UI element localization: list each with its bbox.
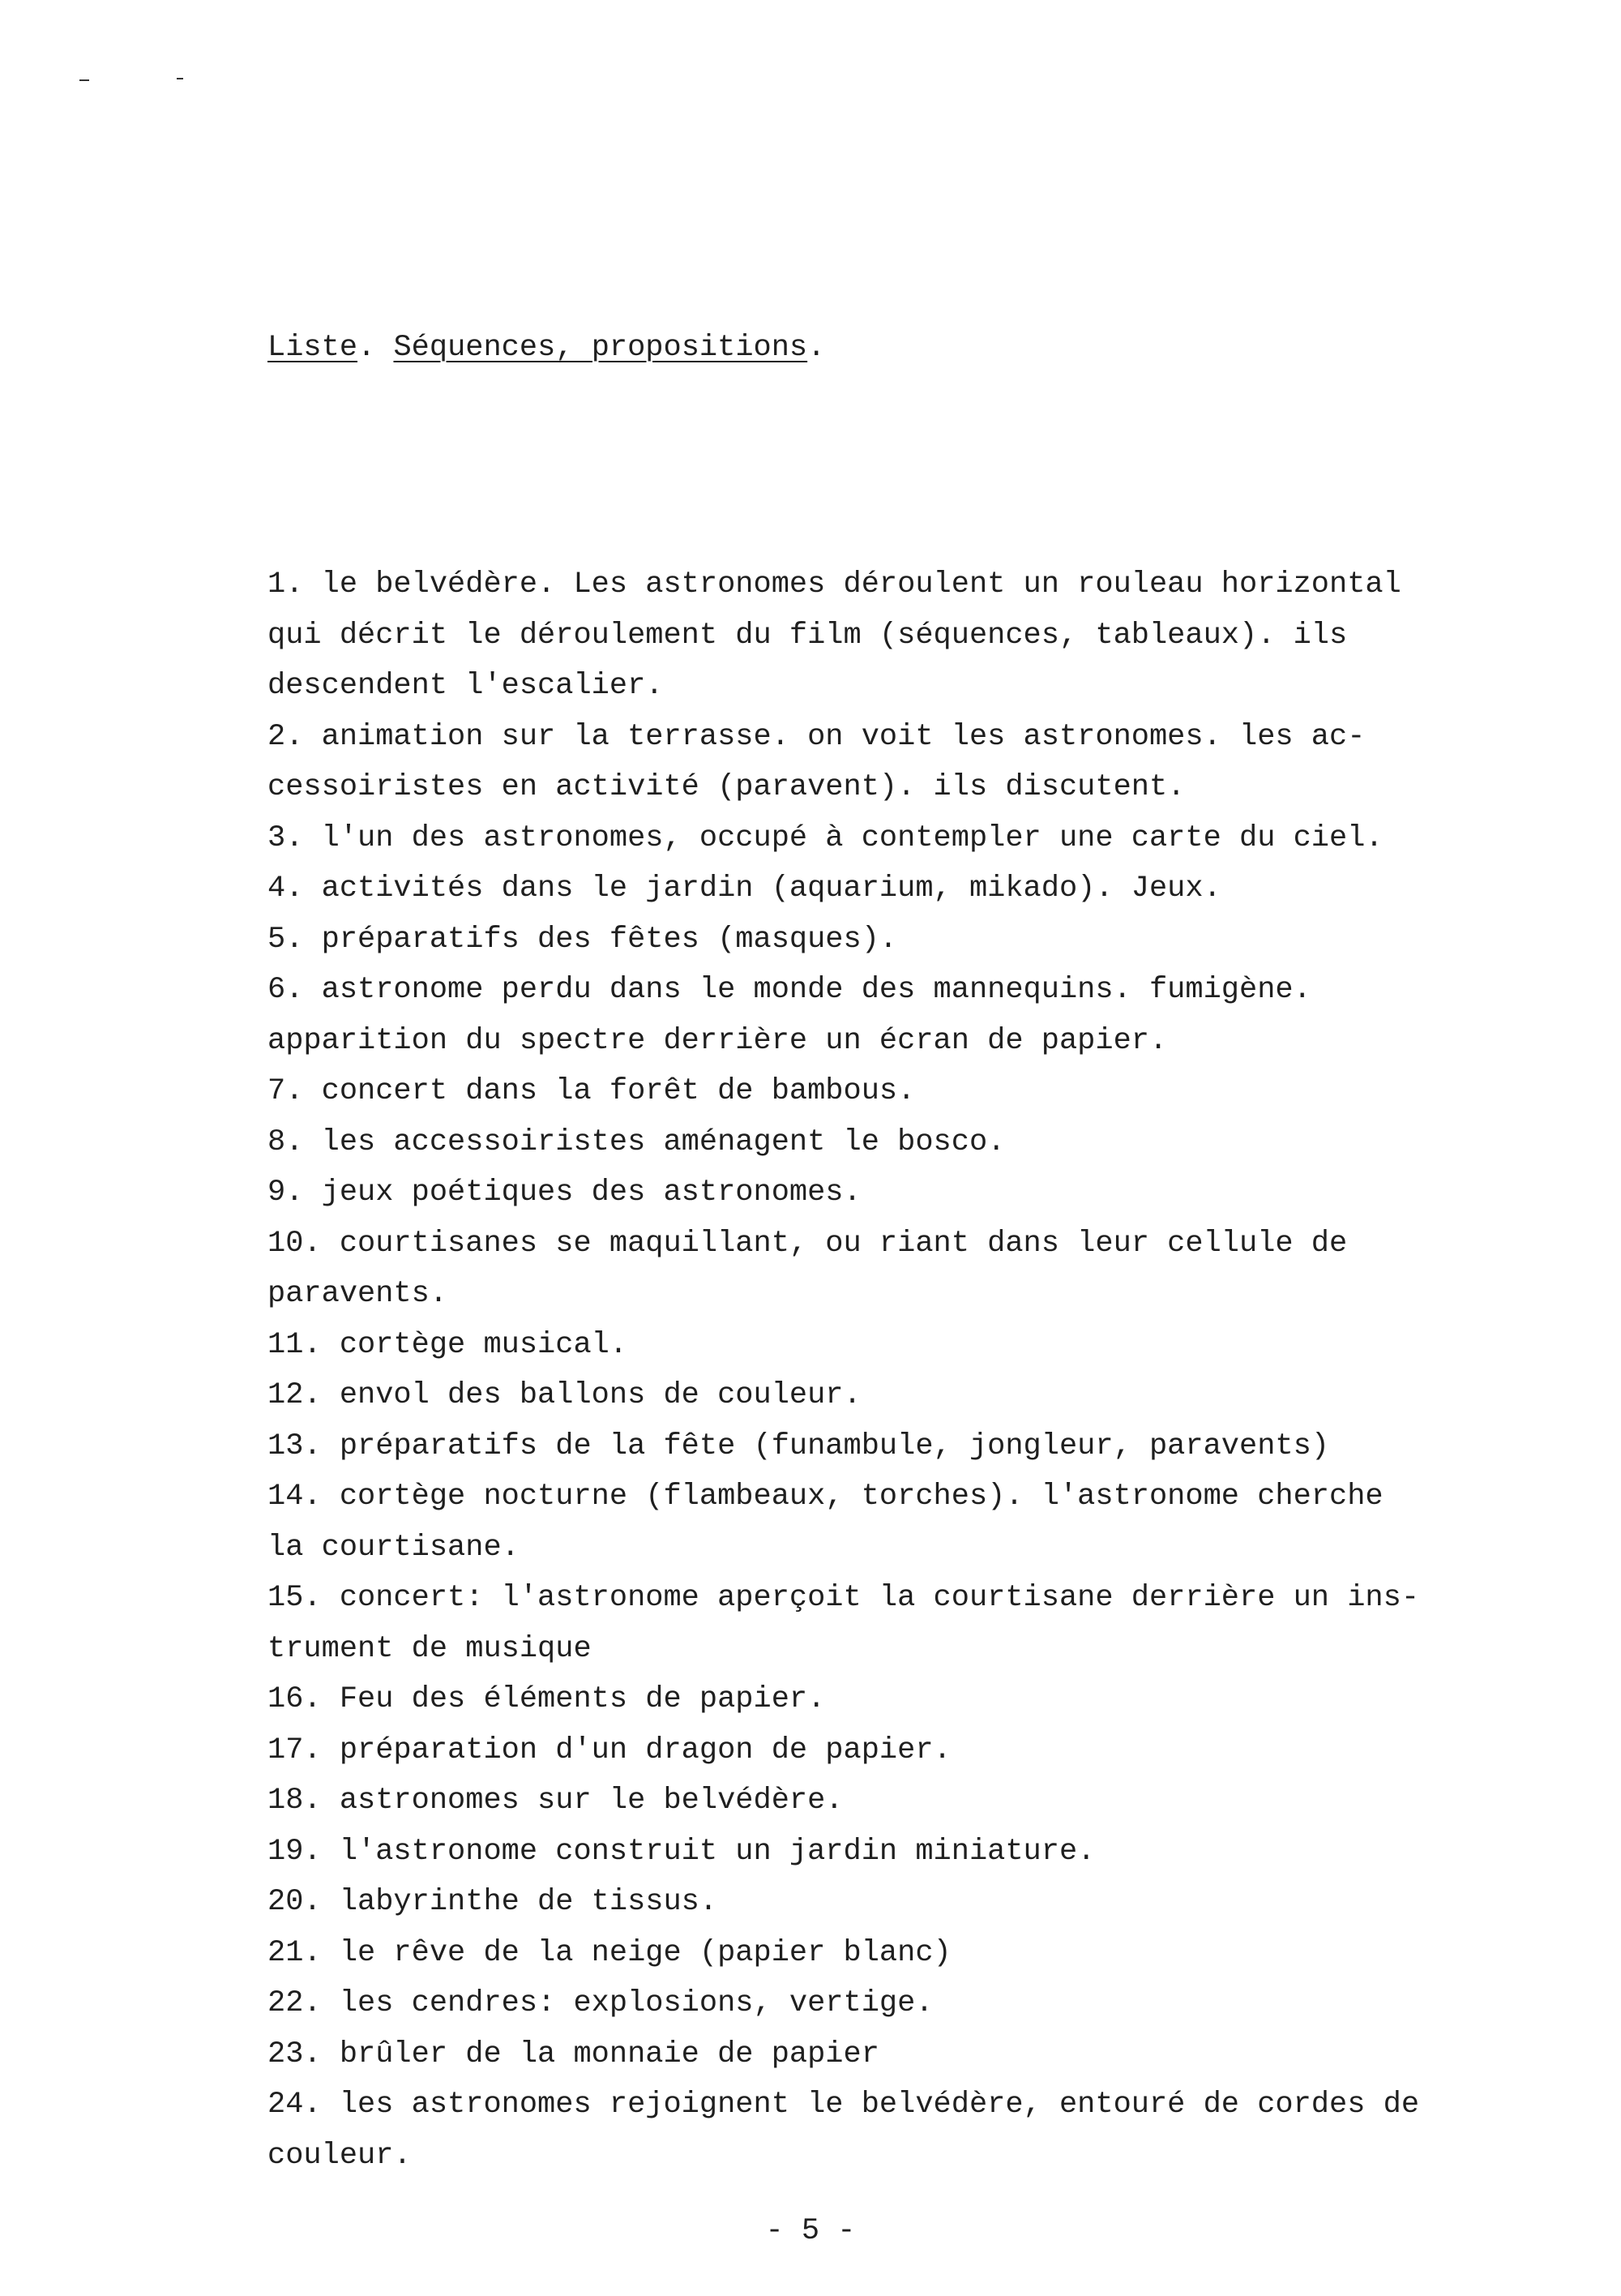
- list-line: 12. envol des ballons de couleur.: [267, 1378, 862, 1412]
- scan-speck: [79, 79, 89, 81]
- heading-part-1: Liste: [267, 331, 358, 365]
- list-line: 14. cortège nocturne (flambeaux, torches). l'astronome cherche: [267, 1480, 1384, 1514]
- list-line: 7. concert dans la forêt de bambous.: [267, 1074, 916, 1108]
- list-line: 10. courtisanes se maquillant, ou riant dans leur cellule de: [267, 1226, 1348, 1261]
- list-line: descendent l'escalier.: [267, 669, 664, 703]
- heading-part-2: Séquences, propositions: [393, 331, 808, 365]
- list-line: paravents.: [267, 1277, 448, 1311]
- list-line: 19. l'astronome construit un jardin miniature.: [267, 1834, 1096, 1869]
- list-line: 6. astronome perdu dans le monde des mannequins. fumigène.: [267, 973, 1311, 1007]
- list-line: apparition du spectre derrière un écran de papier.: [267, 1023, 1168, 1058]
- list-line: 17. préparation d'un dragon de papier.: [267, 1733, 952, 1767]
- list-line: 11. cortège musical.: [267, 1327, 628, 1362]
- list-line: 13. préparatifs de la fête (funambule, jongleur, paravents): [267, 1429, 1330, 1463]
- page-heading: [267, 323, 825, 373]
- sequence-list: [267, 559, 1435, 2181]
- list-line: 9. jeux poétiques des astronomes.: [267, 1176, 862, 1210]
- scan-speck: [177, 78, 183, 79]
- list-line: couleur.: [267, 2138, 412, 2173]
- list-line: 20. labyrinthe de tissus.: [267, 1885, 718, 1919]
- list-line: la courtisane.: [267, 1530, 520, 1565]
- list-line: 18. astronomes sur le belvédère.: [267, 1784, 844, 1818]
- list-line: 15. concert: l'astronome aperçoit la courtisane derrière un ins-: [267, 1581, 1420, 1615]
- heading-separator: .: [357, 331, 394, 365]
- list-line: 23. brûler de la monnaie de papier: [267, 2037, 879, 2071]
- heading-end: .: [807, 331, 826, 365]
- list-line: qui décrit le déroulement du film (séquences, tableaux). ils: [267, 618, 1348, 653]
- list-line: 22. les cendres: explosions, vertige.: [267, 1986, 934, 2020]
- list-line: 8. les accessoiristes aménagent le bosco.: [267, 1124, 1006, 1159]
- list-line: 3. l'un des astronomes, occupé à contempler une carte du ciel.: [267, 820, 1384, 855]
- list-line: 16. Feu des éléments de papier.: [267, 1682, 826, 1716]
- list-line: 2. animation sur la terrasse. on voit les astronomes. les ac-: [267, 719, 1366, 754]
- list-line: cessoiristes en activité (paravent). ils discutent.: [267, 770, 1186, 804]
- list-line: 21. le rêve de la neige (papier blanc): [267, 1935, 952, 1970]
- list-line: 4. activités dans le jardin (aquarium, mikado). Jeux.: [267, 872, 1221, 906]
- list-line: 1. le belvédère. Les astronomes déroulent un rouleau horizontal: [267, 568, 1401, 602]
- list-line: 24. les astronomes rejoignent le belvédère, entouré de cordes de: [267, 2088, 1420, 2122]
- page-number: - 5 -: [765, 2214, 856, 2248]
- list-line: 5. préparatifs des fêtes (masques).: [267, 922, 898, 957]
- list-line: trument de musique: [267, 1631, 592, 1666]
